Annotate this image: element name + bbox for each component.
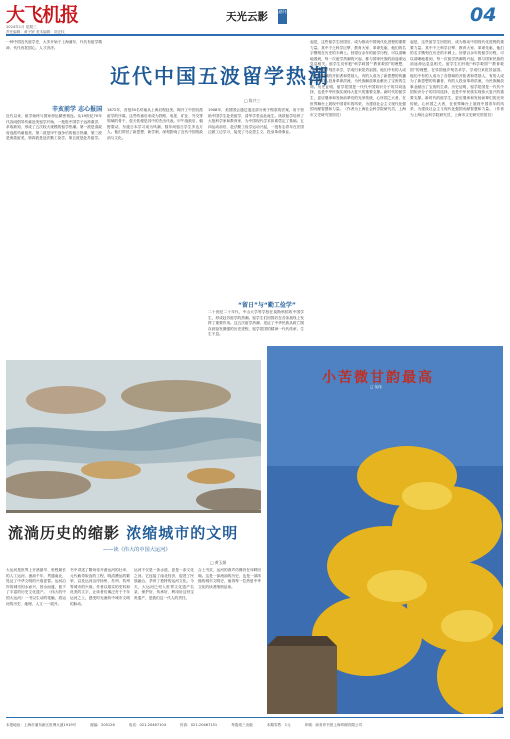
article1-column-3: 1908年，美国国会通过退还部分庚子赔款的法案，用于资助中国学生赴美留学，清华学堂由此诞生。庚款留学培养了大批科学家和教育家，为中国现代学术体系奠定了基础。五四运动前后，赴法勤工俭学运动兴起，一批有志青年在法国边做工边学习，接受了马克思主义，投身革命事业。 [208,108,304,135]
header-rule [6,34,504,36]
footer-phone: 电话：021-20467104 [128,723,166,727]
right-column: 起是，这些留学生回国后，成为推动中国现代化进程的重要力量。其中不乏科学巨擘、教育大家、革命先驱，他们的名字镌刻在历史的丰碑上。回望百余年的留学历程，可以清晰地看到，每一次留学热潮的兴起，都与国家民族的前途命运息息相关。留学生们怀抱“科学救国”“教育救国”的理想，在异国他乡刻苦求学，学成归来报效祖国。他们中有的人成为了各领域的开拓者和奠基人，有的人成为了新思想的传播者，有的人投身革命洪流，为民族解放事业献出了宝贵的生命。历史证明，留学报国是一代代中国知识分子的共同选择，也是中华民族实现伟大复兴的重要支撑。新时代的留学生，更应继承和发扬前辈们的光荣传统，心怀国之大者，在世界舞台上展现中国青年的风采，为建设社会主义现代化强国贡献智慧和力量。（作者为上海社会科学院研究员，上海市文史研究馆馆员） [410,40,504,117]
article1-title: 近代中国五波留学热潮 [110,64,330,88]
canal-landscape-image [6,360,261,513]
article1-subhead-2: “留日”与“勤工俭学” [238,302,296,309]
article1-column-4: 二十世纪二十年代，中山大学等学校在莫斯科招收中国学生，形成赴苏留学的热潮。留学生们回国后在各条战线上发挥了重要作用。这五次留学热潮，见证了中华民族从救亡图存到奋发图强的历史进程，留学报国的精神一代代传承，生生不息。 [208,310,304,337]
article2-column-1: 大运河是世界上开凿最早、里程最长的人工运河，流淌千年，贯通南北，见证了中华文明的兴衰更替。运河沿岸的城市因水而兴，因水而盛，留下了丰富的历史文化遗产。《伟大的中国大运河》一书以生动的笔触，将运河的历史、地理、人文一一展开。 [6,568,66,606]
newspaper-logo: 大飞机报 [6,4,79,26]
article1-lead: 一种中国近代留学史，大多开始于上海浦东，代代有留学精神，代代有报国心，人才济济。 [6,40,102,50]
article2-title-part1: 流淌历史的缩影 [8,524,121,542]
footer-postcode: 邮编：200126 [90,723,115,727]
section-badge: 副刊 [278,9,287,24]
article2-column-3: 运河不仅是一条水道，更是一条文化之河。它连接了南北经济，促进了民族融合，孕育了独特的运河文化。今天，大运河已列入世界文化遗产名录，保护好、传承好、利用好这份宝贵遗产，是我们这一代人的责任。 [134,568,194,600]
article1-column-1: 近代以来，留学始终与国家命运紧密相连。从19世纪70年代容闳倡导幼童赴美留学开始，一批批中国学子远涉重洋，求取新知，形成了五次较大规模的留学热潮。第一波是清政府选派幼童留美，第二波是甲午战争后的留日热潮，第三波是庚款留美，第四波是赴法勤工俭学，第五波是赴苏留学。 [6,114,102,141]
footer-schedule: 每逢周三出版 [231,723,253,727]
masthead-info: 责任编辑：黄子婷 美术编辑：刘正权 [6,30,65,34]
article2-column-4: 合上书页，运河的涛声仿佛仍在耳畔回响。这是一部流淌的历史，也是一部浓缩的城市文明史，值得每一位热爱中华文化的读者细细品读。 [198,568,261,589]
page-number: 04 [470,4,497,26]
article2-byline: □ 黄玉娟 [210,560,227,565]
canal-landscape-photo [6,360,261,513]
article2-title-part2: 浓缩城市的文明 [126,524,239,542]
section-title: 天光云影 [226,11,268,23]
article2-column-2: 书中讲述了隋炀帝开凿运河的壮举，元代截弯取直的工程，明清漕运的繁荣，以及运河沿岸扬州、苏州、杭州等城市的兴衰。作者以翔实的史料和优美的文字，让读者仿佛泛舟于千年运河之上，感受时光流转中城市文明的脉动。 [70,568,130,606]
article3-byline: □ 吴伟 [370,385,382,389]
ginkgo-photo [267,346,503,714]
article1-column-5: 起是，这些留学生回国后，成为推动中国现代化进程的重要力量。其中不乏科学巨擘、教育大家、革命先驱，他们的名字镌刻在历史的丰碑上。回望百余年的留学历程，可以清晰地看到，每一次留学热潮的兴起，都与国家民族的前途命运息息相关。留学生们怀抱“科学救国”“教育救国”的理想，在异国他乡刻苦求学，学成归来报效祖国。他们中有的人成为了各领域的开拓者和奠基人，有的人成为了新思想的传播者，有的人投身革命洪流，为民族解放事业献出了宝贵的生命。历史证明，留学报国是一代代中国知识分子的共同选择，也是中华民族实现伟大复兴的重要支撑。新时代的留学生，更应继承和发扬前辈们的光荣传统，心怀国之大者，在世界舞台上展现中国青年的风采，为建设社会主义现代化强国贡献智慧和力量。（作者为上海社会科学院研究员，上海市文史研究馆馆员） [310,40,406,117]
article1-column-2: 1872年，首批30名幼童从上海启程赴美，揭开了中国官派留学的序幕。这些幼童后来成为铁路、电报、矿业、外交等领域的骨干，詹天佑便是其中的杰出代表。甲午战败后，朝野震动，东渡日本学习成为风潮，数年间留日学生多达万人。他们带回了新思想、新学制，深刻影响了近代中国的政治与文化。 [107,108,203,140]
footer-fax: 传真：021-20467151 [179,723,218,727]
footer [6,723,504,728]
article1-byline: □ 陈兴三 [244,98,261,103]
footer-rule [6,717,504,718]
ginkgo-tree-image [267,346,503,714]
masthead-date: 2024年1月 星期三 [6,25,37,29]
article1-subhead: 辛亥前学 志心报国 [52,106,103,113]
footer-printer: 印刷：商务印书馆上海印刷有限公司 [304,723,363,727]
footer-price: 本期零售：1元 [266,723,291,727]
article2-subtitle: ——读《伟大的中国大运河》 [103,547,171,553]
article2-title [8,522,238,543]
article3-title: 小苦微甘韵最高 [322,370,434,386]
footer-address: 本报地址：上海市浦东新区世博大道1919号 [6,723,77,727]
